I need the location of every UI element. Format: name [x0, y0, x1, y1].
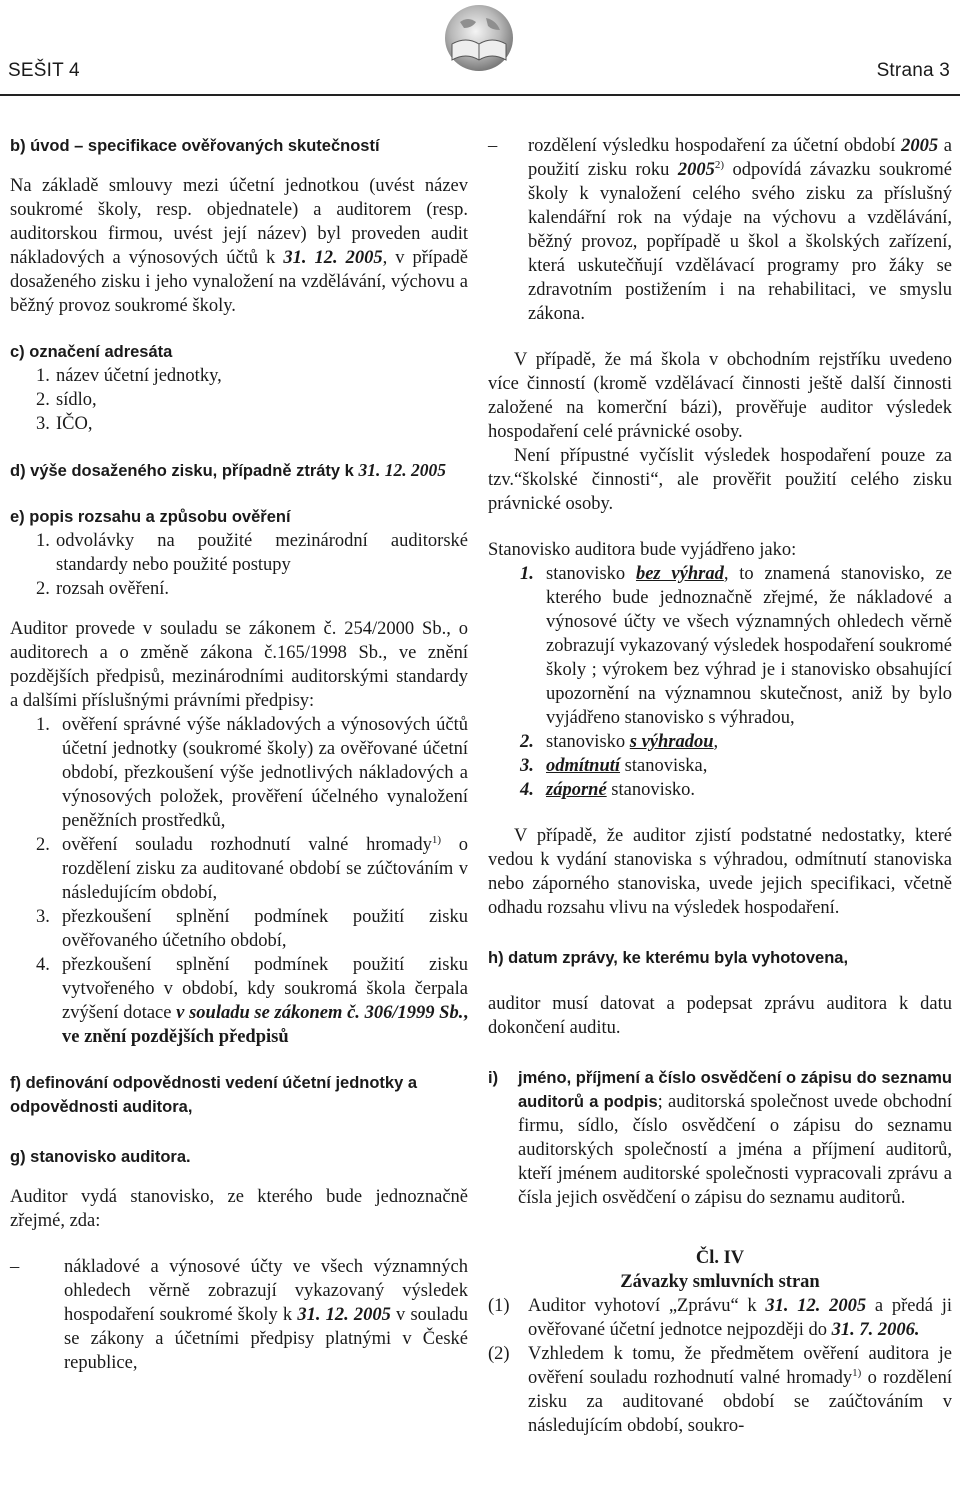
list-item: 4. přezkoušení splnění podmínek použití zisku vytvořeného v období, kdy soukromá škola čerpala zvýšení dotace v souladu se zákonem č. 306/1999 Sb., ve znění pozdějších předpisů: [36, 955, 468, 1047]
list-item: 2. sídlo,: [36, 390, 97, 410]
section-g-text: Auditor vydá stanovisko, ze kterého bude jednoznačně zřejmé, zda:: [10, 1187, 468, 1231]
section-h-text: auditor musí datovat a podepsat zprávu auditora k datu dokončení auditu.: [488, 994, 952, 1038]
page-header-section: SEŠIT 4: [8, 60, 80, 81]
list-item: 1. odvolávky na použité mezinárodní auditorské standardy nebo použité postupy: [36, 531, 468, 575]
article-title: Čl. IV: [695, 1248, 745, 1268]
school-activities-paragraph: Není přípustné vyčíslit výsledek hospodaření pouze za tzv.“školské činnosti“, ale prověřit použití celého zisku právnické osoby.: [488, 446, 952, 514]
deficiencies-paragraph: V případě, že auditor zjistí podstatné nedostatky, které vedou k vydání stanoviska s výhradou, odmítnutí stanoviska nebo záporného stanoviska, uvede jejich specifikaci, včetně odhadu rozsahu vlivu na výsledek hospodaření.: [488, 826, 952, 918]
auditor-law-text: Auditor provede v souladu se zákonem č. 254/2000 Sb., o auditorech a o změně zákona č.165/1998 Sb., ve znění pozdějších předpisů, mezinárodními auditorskými standardy a dalšími příslušnými právními předpisy:: [10, 619, 468, 711]
list-item: 1. ověření správné výše nákladových a výnosových účtů účetní jednotky (soukromé školy) za ověřované účetní období, přezkoušení výše jednotlivých nákladových a výnosových položek, prověření účelného vynaložení peněžních prostředků,: [36, 715, 468, 831]
header-divider: [0, 94, 960, 96]
left-column: [10, 134, 468, 1375]
section-b-text: Na základě smlouvy mezi účetní jednotkou (uvést název soukromé školy, resp. objednatele) a auditorem (resp. auditorskou firmou, uvést její název) byl proveden audit nákladových a výnosových účtů k 31. 12. 2005, v případě dosaženého zisku i jeho vynaložení na vzdělávání, výchovu a běžný provoz soukromé školy.: [10, 176, 468, 316]
article-subtitle: Závazky smluvních stran: [620, 1272, 820, 1292]
section-f-heading: f) definování odpovědnosti vedení účetní jednotky a odpovědnosti auditora,: [10, 1074, 418, 1116]
section-b-heading: b) úvod – specifikace ověřovaných skutečností: [10, 137, 380, 155]
list-item: 3. IČO,: [36, 414, 93, 434]
list-item: 3. přezkoušení splnění podmínek použití zisku ověřovaného účetního období,: [36, 907, 468, 951]
right-column: [488, 134, 952, 1438]
opinion-intro: Stanovisko auditora bude vyjádřeno jako:: [488, 540, 797, 560]
article-item-1: (1) Auditor vyhotoví „Zprávu“ k 31. 12. 2005 a předá ji ověřované účetní jednotce nejpozději do 31. 7. 2006.: [488, 1296, 952, 1340]
list-item: 2. stanovisko s výhradou,: [520, 732, 719, 752]
list-item: 2. ověření souladu rozhodnutí valné hromady$^{1)}$ o rozdělení zisku za auditované období se zúčtováním v následujícím období,: [36, 833, 469, 903]
article-item-2: (2) Vzhledem k tomu, že předmětem ověření auditora je ověření souladu rozhodnutí valné hromady$^{1)}$ o rozdělení zisku za auditované období se zaúčtováním v následujícím období, soukro-: [488, 1344, 953, 1436]
list-item: 3. odmítnutí stanoviska,: [520, 756, 708, 776]
list-item: 1. název účetní jednotky,: [36, 366, 222, 386]
section-c-heading: c) označení adresáta: [10, 343, 173, 361]
section-g-heading: g) stanovisko auditora.: [10, 1148, 191, 1166]
list-item: 4. záporné stanovisko.: [520, 780, 696, 800]
section-i-item: i) jméno, příjmení a číslo osvědčení o zápisu do seznamu auditorů a podpis; auditorská společnost uvede obchodní firmu, sídlo, číslo osvědčení o zápisu do seznamu auditorských společností a jména a příjmení auditorů, kteří jménem auditorské společnosti vypracovali zprávu a čísla jejich osvědčení o zápisu do seznamu auditorů.: [488, 1069, 952, 1208]
section-d-heading: d) výše dosaženého zisku, případně ztráty k 31. 12. 2005: [10, 460, 446, 480]
page-number: Strana 3: [876, 60, 950, 81]
section-g-dash-item: – nákladové a výnosové účty ve všech významných ohledech věrně zobrazují vykazovaný výsledek hospodaření soukromé školy k 31. 12. 2005 v souladu se zákony a účetními předpisy platnými v České republice,: [10, 1257, 468, 1373]
book-globe-logo: [438, 0, 520, 82]
opinion-types-list: [488, 562, 952, 802]
section-e-heading: e) popis rozsahu a způsobu ověření: [10, 508, 291, 526]
profit-distribution-dash-item: – rozdělení výsledku hospodaření za účetní období 2005 a použití zisku roku 2005$^{2)}$ odpovídá závazku soukromé školy k vynaložení celého svého zisku za příslušný kalendářní rok na výdaje na výchovu a vzdělávání, běžný provoz, popřípadě u škol a školských zařízení, která uskutečňují vzdělávací programy pro žáky se zdravotním postižením i na rehabilitaci, ve smyslu zákona.: [488, 136, 952, 324]
section-h-heading: h) datum zprávy, ke kterému byla vyhotovena,: [488, 949, 849, 967]
more-activities-paragraph: V případě, že má škola v obchodním rejstříku uvedeno více činností (kromě vzdělávací činnosti ještě další činnosti založené na komerční bázi), prověřuje auditor výsledek hospodaření celé právnické osoby.: [488, 350, 952, 442]
auditor-tasks-list: [10, 713, 468, 1049]
list-item: 2. rozsah ověření.: [36, 579, 170, 599]
list-item: 1. stanovisko bez výhrad, to znamená stanovisko, ze kterého bude jednoznačně zřejmé, že nákladové a výnosové účty ve všech významných ohledech věrně zobrazují vykazovaný výsledek hospodaření soukromé školy ; výrokem bez výhrad je i stanovisko obsahující upozornění na významnou skutečnost, aniž by bylo vyjádřeno stanovisko s výhradou,: [520, 564, 953, 728]
section-c-list: [10, 364, 468, 436]
section-e-list: [10, 529, 468, 601]
